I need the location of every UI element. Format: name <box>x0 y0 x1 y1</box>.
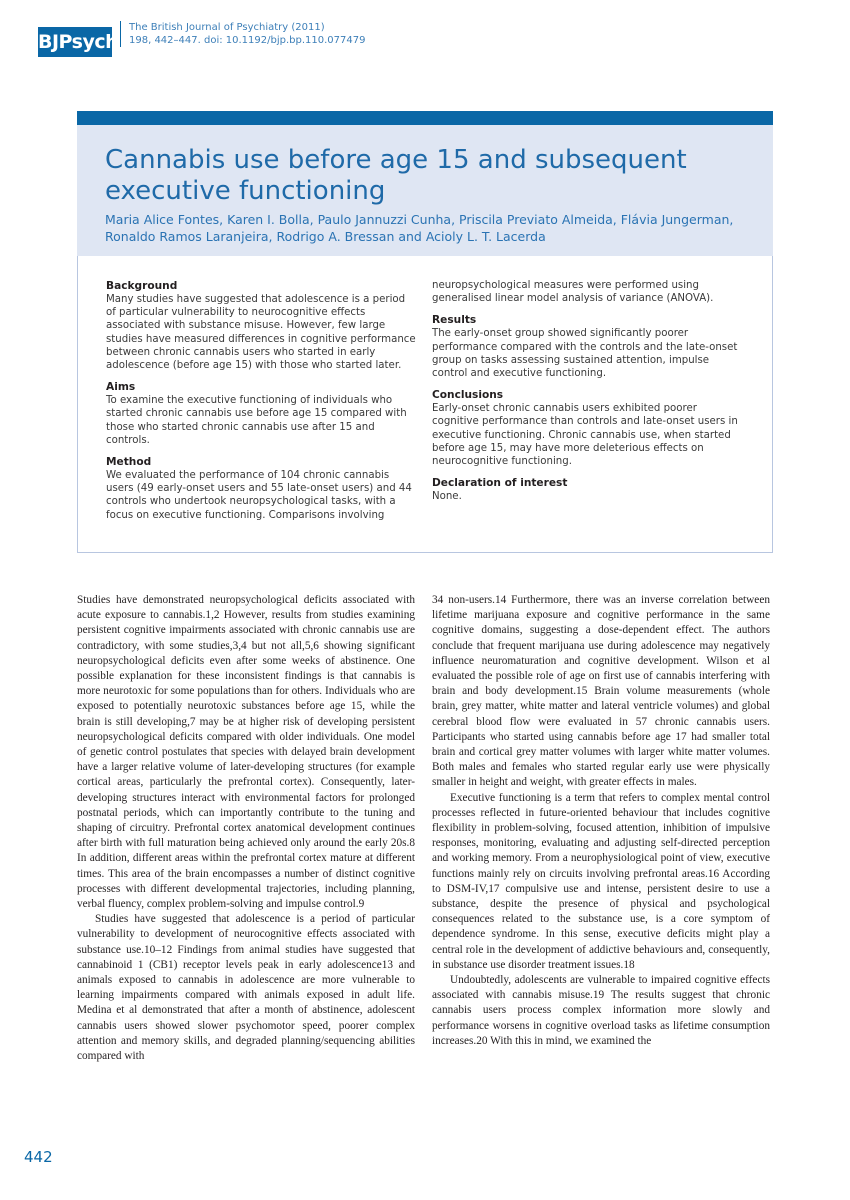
author-list: Maria Alice Fontes, Karen I. Bolla, Paulo Jannuzzi Cunha, Priscila Previato Almeida, Flávia Jungerman, Ronaldo Ramos Laranjeira, Rodrigo A. Bressan and Acioly L. T. Lacerda <box>105 212 734 244</box>
conclusions-text: Early-onset chronic cannabis users exhibited poorer cognitive performance than controls and late-onset users in executive functioning. Chronic cannabis use, when started before age 15, may have more deleterious effects on neurocognitive functioning. <box>432 403 738 468</box>
background-text: Many studies have suggested that adolescence is a period of particular vulnerability to neurocognitive effects associated with substance misuse. However, few large studies have measured differences in cognitive performance between chronic cannabis users who started in early adolescence (before age 15) with those who started later. <box>106 294 416 372</box>
method-heading: Method <box>106 456 152 469</box>
aims-text: To examine the executive functioning of individuals who started chronic cannabis use before age 15 compared with those who started chronic cannabis use after 15 and controls. <box>106 395 407 446</box>
body-paragraph: 34 non-users.14 Furthermore, there was an inverse correlation between lifetime marijuana exposure and cognitive performance in the same cognitive domains, suggesting a dose-dependent effect. The authors conclude that frequent marijuana use during adolescence may negatively influence neuromaturation and cognitive development. Wilson et al evaluated the possible role of age on first use of cannabis interfering with brain and body development.15 Brain volume measurements (whole brain, grey matter, white matter and lateral ventricle volumes) and global cerebral blood flow were evaluated in 57 chronic cannabis users. Participants who started using cannabis before age 17 had smaller total brain and cortical grey matter volumes with larger white matter volumes. Both males and females who started regular early use were physically smaller in height and weight, with greater effects in males. <box>432 594 770 789</box>
results-text: The early-onset group showed significantly poorer performance compared with the controls and the late-onset group on tasks assessing sustained attention, impulse control and executive functioning. <box>432 328 738 380</box>
body-paragraph: Executive functioning is a term that refers to complex mental control processes reflected in future-oriented behaviour that includes cognitive flexibility in problem-solving, focused attention, inhibition of impulsive responses, monitoring, evaluating and adjusting self-directed perception and working memory. From a neurophysiological point of view, executive functions mainly rely on circuits involving prefrontal areas.16 According to DSM-IV,17 compulsive use and intense, persistent desire to use a substance, despite the presence of physical and psychological consequences related to the substance use, is a core symptom of dependence syndrome. In this sense, executive deficits might play a central role in the development of addictive behaviours and, consequently, in substance use disorder treatment issues.18 <box>432 791 770 971</box>
page-number: 442 <box>24 1148 53 1166</box>
aims-heading: Aims <box>106 381 136 394</box>
body-column-left <box>77 593 415 1064</box>
background-heading: Background <box>106 280 178 292</box>
body-column-right <box>432 593 770 1049</box>
abstract-column-right <box>432 279 744 511</box>
results-heading: Results <box>432 314 477 327</box>
conclusions-heading: Conclusions <box>432 389 504 402</box>
journal-logo: BJPsych <box>38 27 112 57</box>
article-title: Cannabis use before age 15 and subsequent executive functioning <box>105 145 687 206</box>
journal-doi: 198, 442–447. doi: 10.1192/bjp.bp.110.077479 <box>129 35 366 46</box>
abstract-column-left <box>106 279 418 530</box>
body-paragraph: Studies have suggested that adolescence is a period of particular vulnerability to development of neurocognitive effects associated with substance use.10–12 Findings from animal studies have suggested that cannabinoid 1 (CB1) receptor levels peak in early adolescence13 and animals exposed to cannabis in adolescence are more vulnerable to learning impairments compared with animals exposed in adult life. Medina et al demonstrated that after a month of abstinence, adolescent cannabis users showed slower psychomotor speed, poorer complex attention and memory skills, and degraded planning/sequencing abilities compared with <box>77 913 415 1063</box>
body-paragraph: Studies have demonstrated neuropsychological deficits associated with acute exposure to cannabis.1,2 However, results from studies examining persistent cognitive impairments associated with chronic cannabis use are contradictory, with some studies,3,4 but not all,5,6 showing significant neuropsychological deficits even after some weeks of abstinence. One possible explanation for these inconsistent findings is that cannabis is more neurotoxic for some populations than for others. Individuals who are exposed to potentially neurotoxic substances before age 15, while the brain is still developing,7 may be at higher risk of developing persistent neuropsychological deficits compared with older individuals. One model of genetic control postulates that species with delayed brain development have a larger relative volume of later-developing structures (for example cortical areas, particularly the prefrontal cortex). Consequently, later-developing structures interact with environmental factors for prolonged postnatal periods, which can importantly contribute to the tuning and shaping of circuitry. Prefrontal cortex anatomical development continues after birth with full maturation being achieved only around the early 20s.8 In addition, different areas within the prefrontal cortex mature at different times. This area of the brain encompasses a number of distinct cognitive processes with different developmental trajectories, including planning, verbal fluency, complex problem-solving and impulse control.9 <box>77 594 415 911</box>
declaration-heading: Declaration of interest <box>432 477 568 490</box>
title-bar-accent <box>77 111 773 125</box>
method-text-continued: neuropsychological measures were performed using generalised linear model analysis of variance (ANOVA). <box>432 280 714 305</box>
declaration-text: None. <box>432 491 462 503</box>
journal-name: The British Journal of Psychiatry (2011) <box>129 22 325 33</box>
journal-citation <box>120 21 365 47</box>
method-text: We evaluated the performance of 104 chronic cannabis users (49 early-onset users and 55 late-onset users) and 44 controls who undertook neuropsychological tasks, with a focus on executive functioning. Comparisons involving <box>106 470 412 521</box>
body-paragraph: Undoubtedly, adolescents are vulnerable to impaired cognitive effects associated with cannabis misuse.19 The results suggest that chronic cannabis users process complex information more slowly and performance worsens in cognitive overload tasks as lifetime consumption increases.20 With this in mind, we examined the <box>432 974 770 1047</box>
